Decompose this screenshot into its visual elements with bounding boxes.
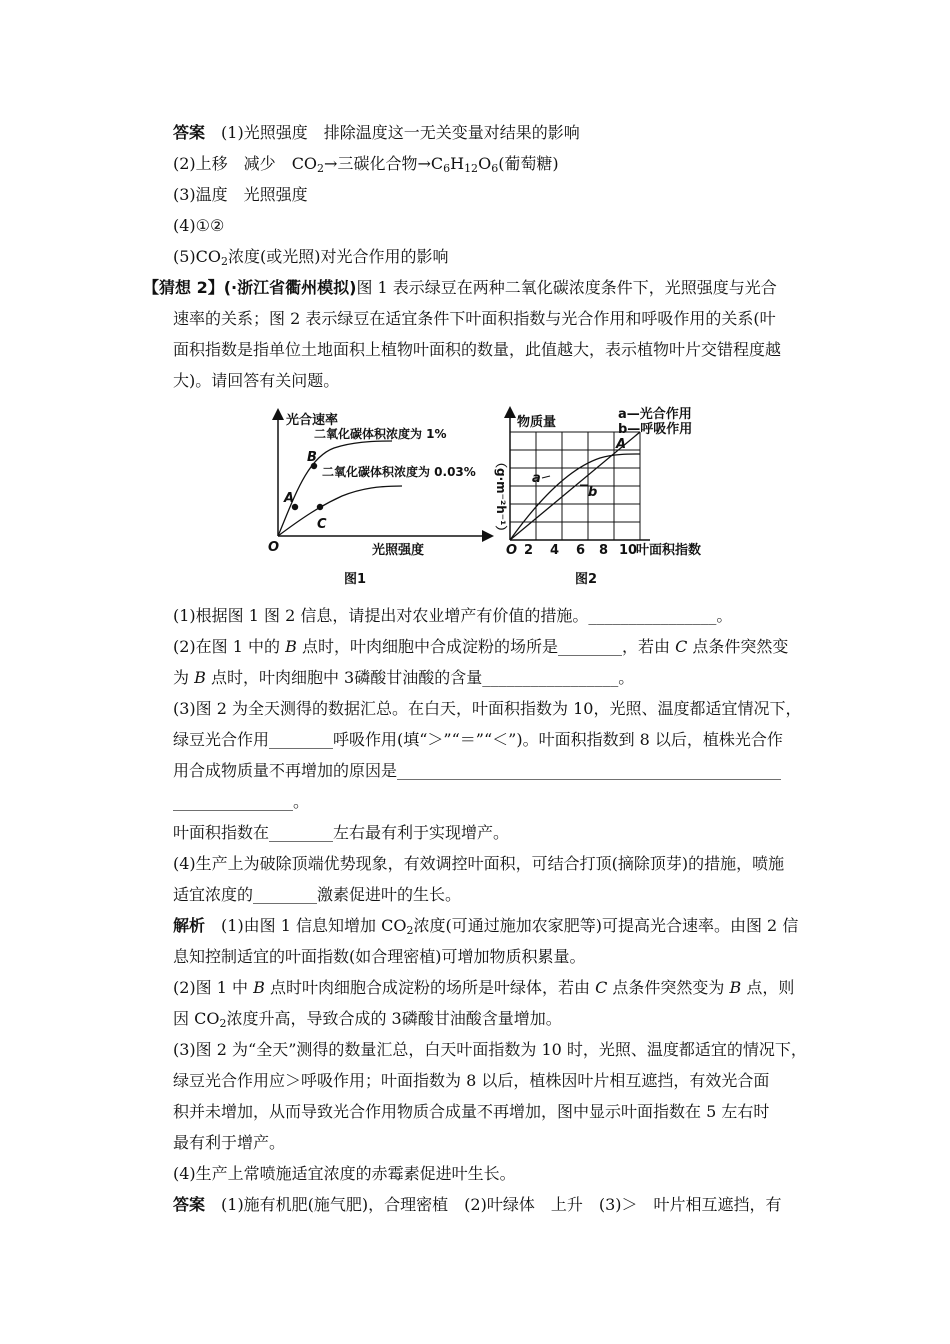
q2b: B	[285, 637, 297, 656]
answer1-l5a: (5)CO	[173, 247, 222, 266]
question-3-line2: 绿豆光合作用________呼吸作用(填“＞”“＝”“＜”)。叶面积指数到 8 以后，植株光合作	[173, 730, 783, 749]
answer1-line4: (4)①②	[173, 216, 225, 235]
fig2-curve-a	[510, 454, 640, 540]
figure-2	[490, 406, 710, 592]
figure-1	[262, 406, 502, 592]
q2d: C	[675, 637, 688, 656]
sub-2d: 2	[219, 1017, 227, 1030]
q2f: 为	[173, 668, 195, 687]
a2f: B	[729, 978, 742, 997]
analysis-line6: 绿豆光合作用应＞呼吸作用；叶面指数为 8 以后，植株因叶片相互遮挡，有效光合面	[173, 1071, 770, 1090]
guess-tag: 【猜想 2】	[143, 278, 224, 297]
q2c: 点时，叶肉细胞中合成淀粉的场所是________，若由	[296, 637, 676, 656]
analysis-line8: 最有利于增产。	[173, 1133, 286, 1152]
question-2-line2	[173, 667, 634, 689]
fig2-tick-10: 10	[619, 543, 638, 558]
analysis-line7: 积并未增加，从而导致光合作用物质合成量不再增加，图中显示叶面指数在 5 左右时	[173, 1102, 770, 1121]
fig1-caption: 图1	[344, 572, 367, 587]
q2h: 点时，叶肉细胞中 3磷酸甘油酸的含量_________________。	[205, 668, 635, 687]
analysis-line5: (3)图 2 为“全天”测得的数量汇总，白天叶面指数为 10 时，光照、温度都适宜的情况下，	[173, 1040, 807, 1059]
q2a: (2)在图 1 中的	[173, 637, 286, 656]
a1b: 浓度(可通过施加农家肥等)可提高光合速率。由图 2 信	[413, 916, 799, 935]
fig2-caption: 图2	[575, 572, 598, 587]
question-2-line1	[173, 636, 788, 658]
analysis-line3	[173, 977, 794, 999]
a2h: 因 CO	[173, 1009, 220, 1028]
sub-6a: 6	[443, 162, 451, 175]
fig2-legend-a: a—光合作用	[618, 407, 692, 422]
sub-2c: 2	[406, 924, 414, 937]
sub-2b: 2	[221, 255, 229, 268]
fig2-tick-6: 6	[576, 543, 586, 558]
answer1-l2d: →三碳化合物→C	[324, 154, 444, 173]
a2i: 浓度升高，导致合成的 3磷酸甘油酸含量增加。	[226, 1009, 562, 1028]
fig2-legend-b: b—呼吸作用	[618, 422, 693, 437]
guess2-line3: 面积指数是指单位土地面积上植物叶面积的数量，此值越大，表示植物叶片交错程度越	[173, 340, 782, 359]
a2d: C	[595, 978, 608, 997]
fig2-tick-8: 8	[599, 543, 609, 558]
a2b: B	[253, 978, 265, 997]
answer1-line1	[173, 122, 580, 144]
fig2-origin: O	[506, 543, 518, 558]
analysis-line1	[173, 915, 798, 942]
fig2-ylabel: 物质量	[517, 415, 557, 430]
analysis-line2: 息知控制适宜的叶面指数(如合理密植)可增加物质积累量。	[173, 947, 586, 966]
guess2-line2: 速率的关系；图 2 表示绿豆在适宜条件下叶面积指数与光合作用和呼吸作用的关系(叶	[173, 309, 776, 328]
answer1-l5b: 浓度(或光照)对光合作用的影响	[228, 247, 449, 266]
fig2-a-leader	[542, 476, 550, 478]
answer1-l2c: CO	[291, 154, 318, 173]
answer1-text1: (1)光照强度 排除温度这一无关变量对结果的影响	[221, 123, 580, 142]
fig1-label-c: C	[317, 517, 327, 532]
answer1-l2f: O	[478, 154, 492, 173]
guess-source: (·浙江省衢州模拟)	[223, 278, 357, 297]
question-3-line5: 叶面积指数在________左右最有利于实现增产。	[173, 823, 510, 842]
fig1-curve-high	[278, 441, 392, 536]
analysis-line4	[173, 1008, 562, 1035]
analysis-line9: (4)生产上常喷施适宜浓度的赤霉素促进叶生长。	[173, 1164, 516, 1183]
answer2-text: (1)施有机肥(施气肥)，合理密植 (2)叶绿体 上升 (3)＞ 叶片相互遮挡，有	[205, 1195, 782, 1214]
q2e: 点条件突然变	[687, 637, 789, 656]
a2a: (2)图 1 中	[173, 978, 254, 997]
fig1-xlabel: 光照强度	[372, 543, 425, 558]
a2e: 点条件突然变为	[607, 978, 730, 997]
fig2-tick-4: 4	[550, 543, 560, 558]
fig2-line-b-label: b	[588, 485, 598, 500]
fig1-curve1-label: 二氧化碳体积浓度为 1%	[314, 427, 447, 441]
guess2-line1	[143, 277, 777, 299]
answer2-line1	[173, 1194, 782, 1216]
analysis-label: 解析	[173, 916, 206, 935]
question-3-line3: 用合成物质量不再增加的原因是________________________________________________	[173, 761, 782, 780]
answer1-l2a: (2)上移	[173, 154, 228, 173]
answer1-l2e: H	[450, 154, 465, 173]
question-4-line1: (4)生产上为破除顶端优势现象，有效调控叶面积，可结合打顶(摘除顶芽)的措施，喷施	[173, 854, 785, 873]
sub-12: 12	[464, 162, 479, 175]
a2c: 点时叶肉细胞合成淀粉的场所是叶绿体，若由	[264, 978, 596, 997]
answer1-line5	[173, 246, 449, 273]
question-1: (1)根据图 1 图 2 信息，请提出对农业增产有价值的措施。________________。	[173, 606, 733, 625]
guess2-line4: 大)。请回答有关问题。	[173, 371, 340, 390]
answer1-line2	[173, 153, 559, 180]
question-4-line2: 适宜浓度的________激素促进叶的生长。	[173, 885, 462, 904]
q2g: B	[194, 668, 206, 687]
fig2-xlabel: 叶面积指数	[636, 543, 702, 558]
answer1-l2g: (葡萄糖)	[498, 154, 559, 173]
question-3-line4: _______________。	[173, 792, 310, 811]
fig1-ylabel: 光合速率	[286, 413, 339, 428]
guess2-p1: 图 1 表示绿豆在两种二氧化碳浓度条件下，光照强度与光合	[356, 278, 777, 297]
fig2-curve-a-label: a	[532, 471, 541, 486]
fig2-yunit: （g·m⁻²h⁻¹）	[494, 456, 508, 538]
fig2-point-a-label: A	[616, 437, 627, 452]
fig1-label-b: B	[307, 450, 317, 465]
question-3-line1: (3)图 2 为全天测得的数据汇总。在白天，叶面积指数为 10，光照、温度都适宜情况下，	[173, 699, 802, 718]
fig1-curve2-label: 二氧化碳体积浓度为 0.03%	[322, 465, 476, 479]
answer1-line3: (3)温度 光照强度	[173, 185, 308, 204]
answer-label: 答案	[173, 123, 206, 142]
fig1-origin: O	[268, 540, 280, 555]
fig1-point-c	[317, 504, 323, 510]
answer2-label: 答案	[173, 1195, 206, 1214]
sub-2: 2	[317, 162, 325, 175]
fig1-label-a: A	[284, 491, 295, 506]
fig2-tick-2: 2	[524, 543, 534, 558]
answer1-l2b: 减少	[227, 154, 292, 173]
a2g: 点，则	[741, 978, 795, 997]
sub-6b: 6	[491, 162, 499, 175]
a1a: (1)由图 1 信息知增加 CO	[205, 916, 407, 935]
